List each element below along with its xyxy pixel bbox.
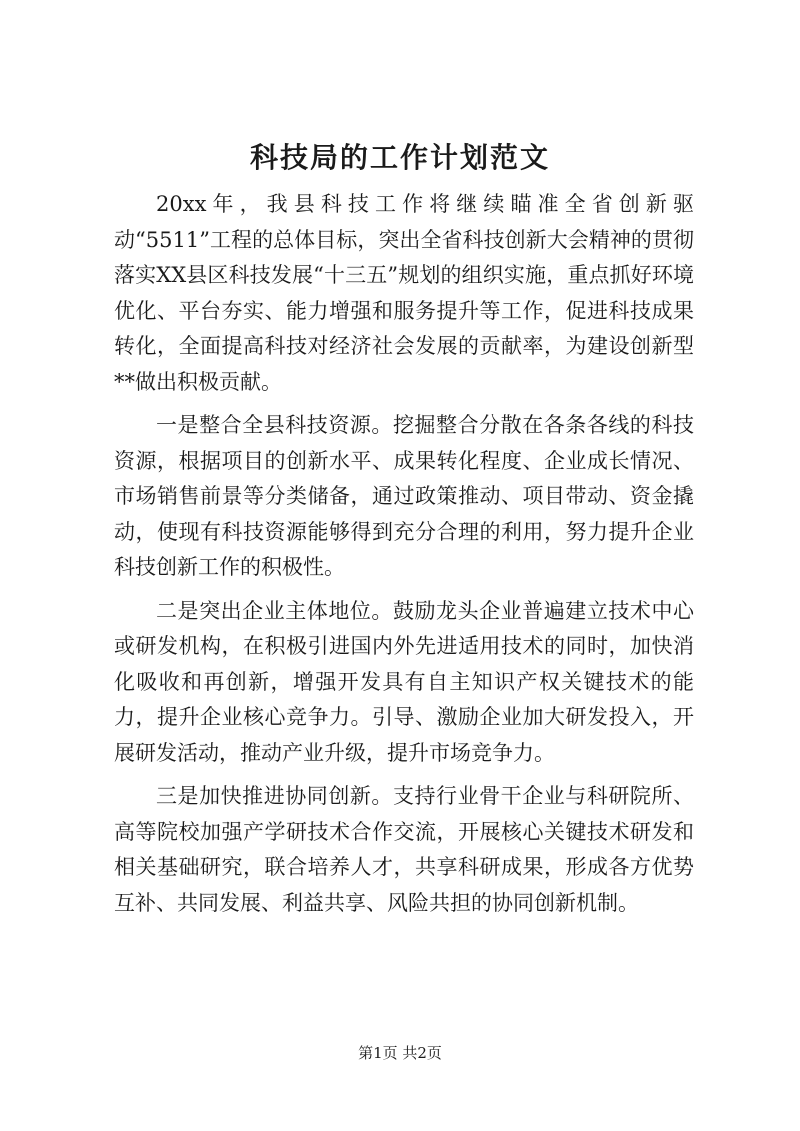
paragraph-intro: 20xx年，我县科技工作将继续瞄准全省创新驱动“5511”工程的总体目标，突出全省科技创新大会精神的贯彻落实XX县区科技发展“十三五”规划的组织实施，重点抓好环境优化、平台夯实、能力增强和服务提升等工作，促进科技成果转化，全面提高科技对经济社会发展的贡献率，为建设创新型**做出积极贡献。: [114, 192, 694, 394]
document-body: [114, 187, 694, 921]
document-title: 科技局的工作计划范文: [249, 141, 550, 174]
paragraph-collaborative-innovation: 三是加快推进协同创新。支持行业骨干企业与科研院所、高等院校加强产学研技术合作交流，开展核心关键技术研发和相关基础研究，联合培养人才，共享科研成果，形成各方优势互补、共同发展、利益共享、风险共担的协同创新机制。: [114, 784, 694, 915]
paragraph-integrate-resources: 一是整合全县科技资源。挖掘整合分散在各条各线的科技资源，根据项目的创新水平、成果转化程度、企业成长情况、市场销售前景等分类储备，通过政策推动、项目带动、资金撬动，使现有科技资源能够得到充分合理的利用，努力提升企业科技创新工作的积极性。: [114, 413, 694, 579]
page-number-footer: 第1页 共2页: [358, 1044, 442, 1062]
paragraph-enterprise-role: 二是突出企业主体地位。鼓励龙头企业普遍建立技术中心或研发机构，在积极引进国内外先进适用技术的同时，加快消化吸收和再创新，增强开发具有自主知识产权关键技术的能力，提升企业核心竞争力。引导、激励企业加大研发投入，开展研发活动，推动产业升级，提升市场竞争力。: [114, 598, 694, 765]
